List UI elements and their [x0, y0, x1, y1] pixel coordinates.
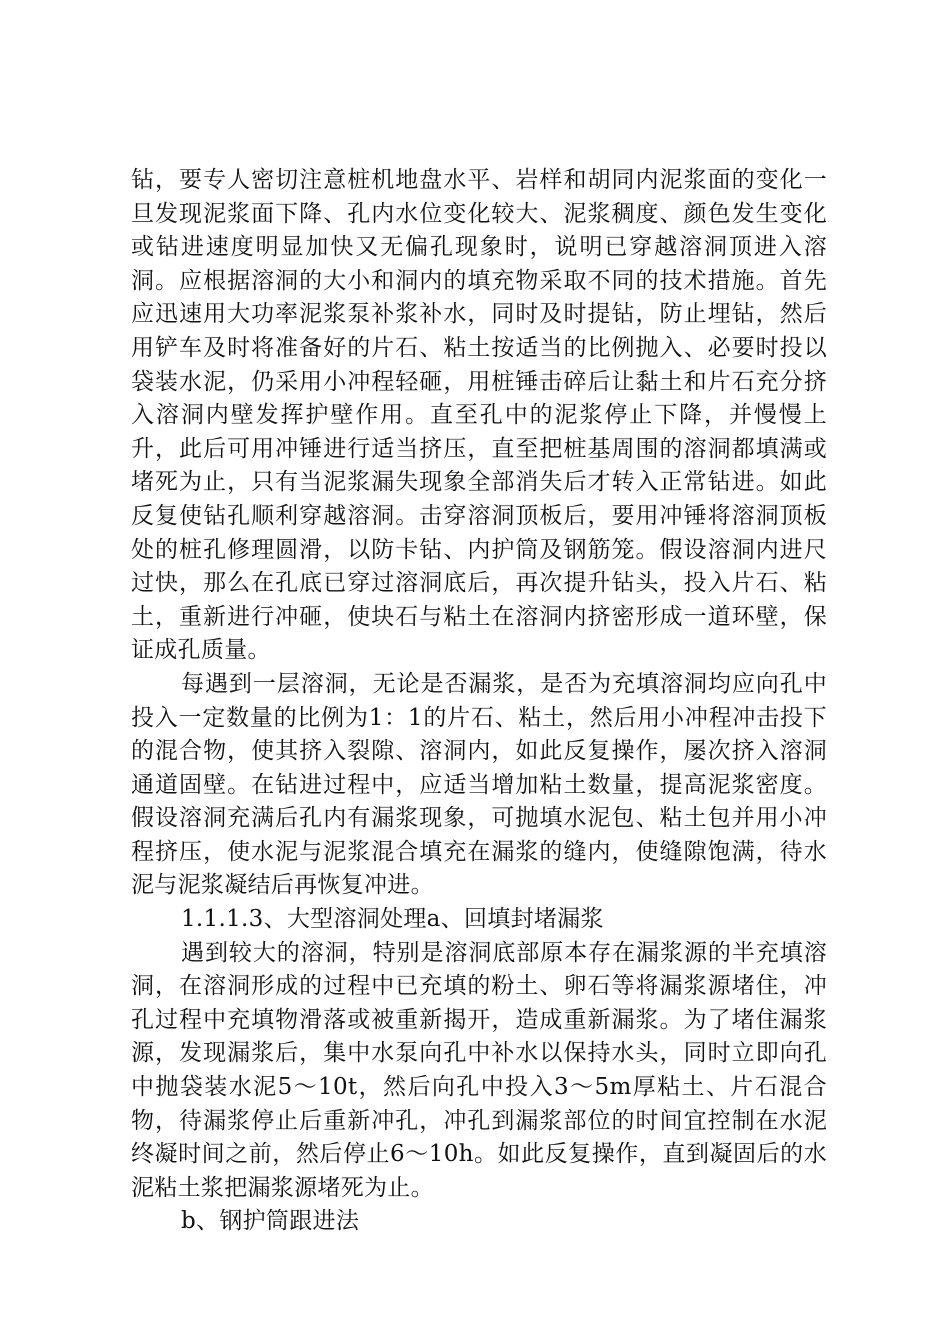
paragraph-each-cave-layer: 每遇到一层溶洞，无论是否漏浆，是否为充填溶洞均应向孔中投入一定数量的比例为1：1的片石、粘土，然后用小冲程冲击投下的混合物，使其挤入裂隙、溶洞内，如此反复操作，屡次挤入溶洞通道固壁。在钻进过程中，应适当增加粘土数量，提高泥浆密度。假设溶洞充满后孔内有漏浆现象，可抛填水泥包、粘土包并用小冲程挤压，使水泥与泥浆混合填充在漏浆的缝内，使缝隙饱满，待水泥与泥浆凝结后再恢复冲进。 — [131, 670, 827, 899]
section-heading-large-cave-treatment: 1.1.1.3、大型溶洞处理a、回填封堵漏浆 — [181, 906, 604, 933]
document-body — [131, 164, 827, 1239]
section-heading-steel-casing: b、钢护筒跟进法 — [181, 1208, 360, 1235]
paragraph-karst-drilling-measures: 钻，要专人密切注意桩机地盘水平、岩样和胡同内泥浆面的变化一旦发现泥浆面下降、孔内水位变化较大、泥浆稠度、颜色发生变化或钻进速度明显加快又无偏孔现象时，说明已穿越溶洞顶进入溶洞。应根据溶洞的大小和洞内的填充物采取不同的技术措施。首先应迅速用大功率泥浆泵补浆补水，同时及时提钻，防止埋钻，然后用铲车及时将准备好的片石、粘土按适当的比例抛入、必要时投以袋装水泥，仍采用小冲程轻砸，用桩锤击碎后让黏土和片石充分挤入溶洞内壁发挥护壁作用。直至孔中的泥浆停止下降，并慢慢上升，此后可用冲锤进行适当挤压，直至把桩基周围的溶洞都填满或堵死为止，只有当泥浆漏失现象全部消失后才转入正常钻进。如此反复使钻孔顺利穿越溶洞。击穿溶洞顶板后，要用冲锤将溶洞顶板处的桩孔修理圆滑，以防卡钻、内护筒及钢筋笼。假设溶洞内进尺过快，那么在孔底已穿过溶洞底后，再次提升钻头，投入片石、粘土，重新进行冲砸，使块石与粘土在溶洞内挤密形成一道环壁，保证成孔质量。 — [131, 167, 827, 664]
paragraph-backfill-sealing: 遇到较大的溶洞，特别是溶洞底部原本存在漏浆源的半充填溶洞，在溶洞形成的过程中已充填的粉土、卵石等将漏浆源堵住，冲孔过程中充填物滑落或被重新揭开，造成重新漏浆。为了堵住漏浆源，发现漏浆后，集中水泵向孔中补水以保持水头，同时立即向孔中抛袋装水泥5～10t，然后向孔中投入3～5m厚粘土、片石混合物，待漏浆停止后重新冲孔，冲孔到漏浆部位的时间宜控制在水泥终凝时间之前，然后停止6～10h。如此反复操作，直到凝固后的水泥粘土浆把漏浆源堵死为止。 — [131, 939, 827, 1201]
